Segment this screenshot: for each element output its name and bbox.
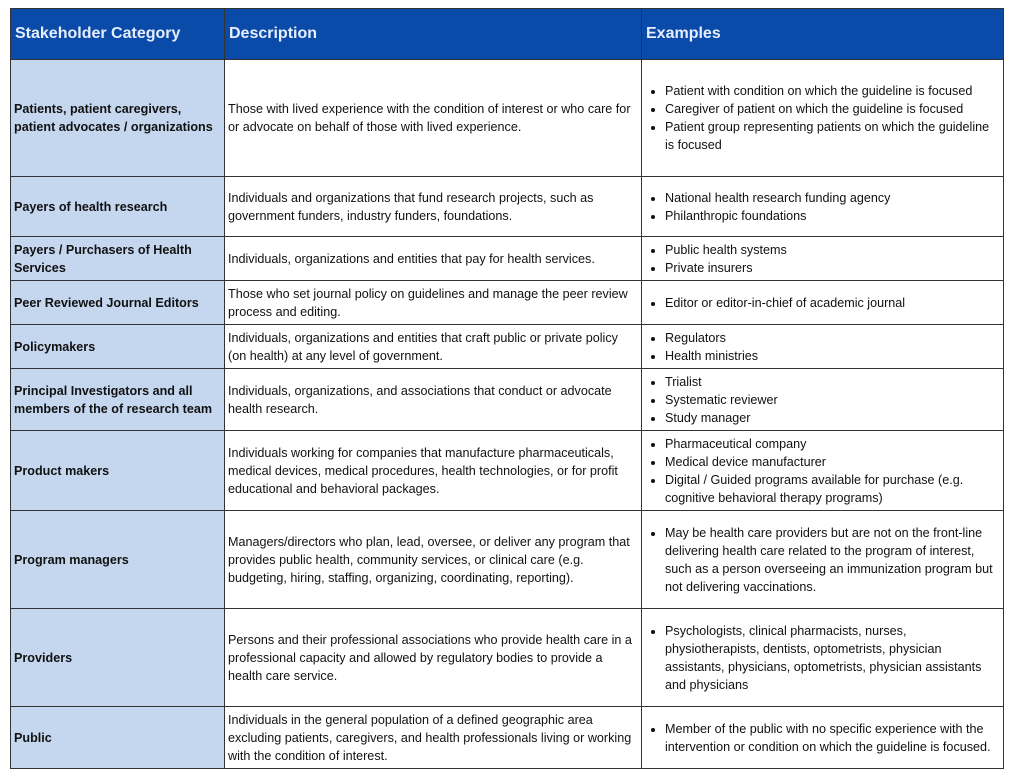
table-row [11, 369, 1004, 431]
description-cell: Those who set journal policy on guidelines and manage the peer review process and editing. [225, 281, 642, 325]
examples-list [645, 241, 1000, 277]
examples-cell [642, 237, 1004, 281]
description-cell: Persons and their professional associations who provide health care in a professional capacity and allowed by regulatory bodies to provide a health care service. [225, 609, 642, 707]
example-item: • Trialist [665, 373, 1000, 391]
table-row [11, 237, 1004, 281]
category-cell: Payers / Purchasers of Health Services [11, 237, 225, 281]
description-cell: Individuals working for companies that manufacture pharmaceuticals, medical devices, medical procedures, health technologies, or for profit educational and behavioral packages. [225, 431, 642, 511]
example-item: • Pharmaceutical company [665, 435, 1000, 453]
examples-cell [642, 609, 1004, 707]
header-category: Stakeholder Category [11, 9, 225, 60]
examples-list [645, 189, 1000, 225]
examples-list [645, 720, 1000, 756]
table-row [11, 707, 1004, 769]
category-cell: Principal Investigators and all members of the of research team [11, 369, 225, 431]
description-cell: Individuals, organizations, and associations that conduct or advocate health research. [225, 369, 642, 431]
example-item: • Medical device manufacturer [665, 453, 1000, 471]
table-row [11, 177, 1004, 237]
category-cell: Public [11, 707, 225, 769]
description-cell: Managers/directors who plan, lead, oversee, or deliver any program that provides public health, community services, or clinical care (e.g. budgeting, hiring, staffing, organizing, coordinating, reporting). [225, 511, 642, 609]
examples-list [645, 524, 1000, 596]
examples-cell [642, 177, 1004, 237]
examples-cell [642, 431, 1004, 511]
examples-list [645, 329, 1000, 365]
examples-list [645, 622, 1000, 694]
table-row [11, 431, 1004, 511]
examples-list [645, 435, 1000, 507]
examples-list [645, 294, 1000, 312]
description-cell: Individuals and organizations that fund research projects, such as government funders, industry funders, foundations. [225, 177, 642, 237]
category-cell: Patients, patient caregivers, patient advocates / organizations [11, 60, 225, 177]
example-item: • Digital / Guided programs available for purchase (e.g. cognitive behavioral therapy programs) [665, 471, 1000, 507]
table-row [11, 281, 1004, 325]
examples-list [645, 373, 1000, 427]
category-cell: Product makers [11, 431, 225, 511]
examples-cell [642, 511, 1004, 609]
table-row [11, 511, 1004, 609]
example-item: • Regulators [665, 329, 1000, 347]
example-item: • Psychologists, clinical pharmacists, nurses, physiotherapists, dentists, optometrists, physician assistants, physicians, optometrists, physician assistants and physicians [665, 622, 1000, 694]
example-item: • Editor or editor-in-chief of academic journal [665, 294, 1000, 312]
examples-cell [642, 369, 1004, 431]
category-cell: Providers [11, 609, 225, 707]
table-row [11, 325, 1004, 369]
description-cell: Those with lived experience with the condition of interest or who care for or advocate on behalf of those with lived experience. [225, 60, 642, 177]
example-item: • Philanthropic foundations [665, 207, 1000, 225]
example-item: • Study manager [665, 409, 1000, 427]
stakeholder-table [10, 8, 1004, 769]
example-item: • National health research funding agency [665, 189, 1000, 207]
header-examples: Examples [642, 9, 1004, 60]
example-item: • Systematic reviewer [665, 391, 1000, 409]
example-item: • Patient group representing patients on which the guideline is focused [665, 118, 1000, 154]
examples-cell [642, 60, 1004, 177]
example-item: • Health ministries [665, 347, 1000, 365]
description-cell: Individuals, organizations and entities that craft public or private policy (on health) at any level of government. [225, 325, 642, 369]
category-cell: Program managers [11, 511, 225, 609]
table-row [11, 609, 1004, 707]
table-row [11, 60, 1004, 177]
examples-cell [642, 281, 1004, 325]
example-item: • Public health systems [665, 241, 1000, 259]
header-description: Description [225, 9, 642, 60]
examples-cell [642, 325, 1004, 369]
example-item: • Caregiver of patient on which the guideline is focused [665, 100, 1000, 118]
category-cell: Policymakers [11, 325, 225, 369]
example-item: • Private insurers [665, 259, 1000, 277]
example-item: • May be health care providers but are not on the front-line delivering health care related to the program of interest, such as a person overseeing an immunization program but not delivering vaccinations. [665, 524, 1000, 596]
description-cell: Individuals in the general population of a defined geographic area excluding patients, caregivers, and health professionals living or working with the condition of interest. [225, 707, 642, 769]
description-cell: Individuals, organizations and entities that pay for health services. [225, 237, 642, 281]
examples-cell [642, 707, 1004, 769]
category-cell: Payers of health research [11, 177, 225, 237]
header-row [11, 9, 1004, 60]
example-item: • Patient with condition on which the guideline is focused [665, 82, 1000, 100]
example-item: • Member of the public with no specific experience with the intervention or condition on which the guideline is focused. [665, 720, 1000, 756]
category-cell: Peer Reviewed Journal Editors [11, 281, 225, 325]
examples-list [645, 82, 1000, 154]
